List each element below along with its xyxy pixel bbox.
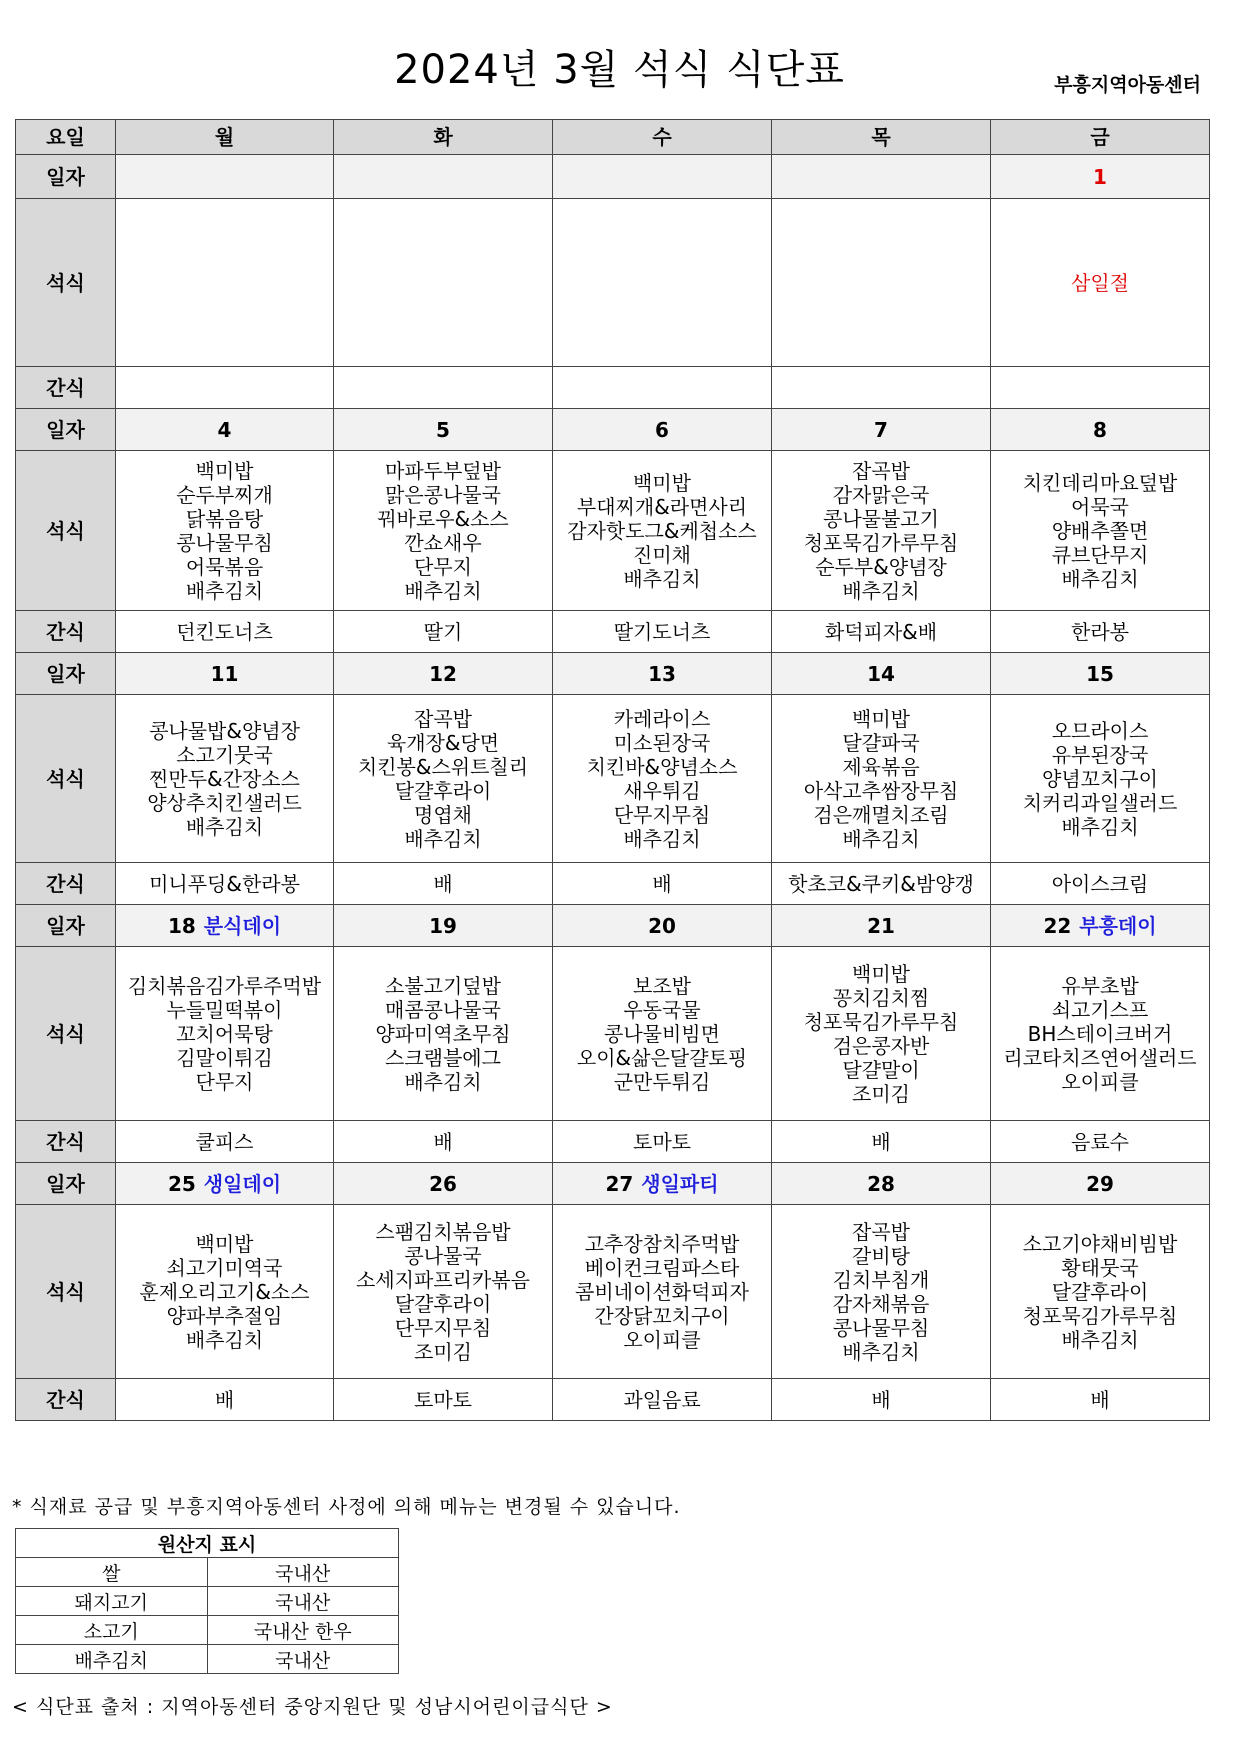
origin-item: 쌀	[16, 1558, 208, 1587]
menu-item: 달걀후라이	[394, 1291, 492, 1316]
dinner-cell-thu	[772, 1205, 991, 1379]
snack-cell-fri: 음료수	[991, 1121, 1210, 1163]
page-title: 2024년 3월 석식 식단표	[394, 47, 845, 93]
menu-item: 배추김치	[842, 1339, 920, 1364]
menu-item: 달걀말이	[842, 1057, 920, 1082]
date-number: 7	[874, 417, 888, 442]
date-label: 일자	[16, 905, 116, 947]
origin-item: 소고기	[16, 1616, 208, 1645]
snack-cell-wed	[553, 367, 772, 409]
menu-item: 배추김치	[185, 578, 264, 603]
menu-item: 양상추치킨샐러드	[147, 790, 302, 815]
date-number: 22	[1043, 913, 1072, 938]
snack-label: 간식	[16, 1379, 116, 1421]
date-number: 21	[867, 913, 895, 938]
menu-item: 콩나물밥&양념장	[149, 718, 300, 743]
menu-item: 소세지파프리카볶음	[356, 1267, 530, 1292]
snack-cell-tue: 배	[334, 863, 553, 905]
dinner-cell-fri	[991, 1205, 1210, 1379]
snack-cell-tue: 토마토	[334, 1379, 553, 1421]
menu-item: 치킨봉&스위트칠리	[357, 754, 529, 779]
snack-cell-thu: 배	[772, 1379, 991, 1421]
snack-cell-mon	[116, 367, 334, 409]
snack-cell-mon: 배	[116, 1379, 334, 1421]
menu-item: 청포묵김가루무침	[803, 1009, 959, 1034]
date-row	[16, 653, 1210, 695]
date-cell-fri	[991, 1163, 1210, 1205]
dinner-cell-tue	[334, 451, 553, 611]
date-cell-wed	[553, 1163, 772, 1205]
menu-item: 콤비네이션화덕피자	[575, 1279, 749, 1304]
menu-item: 배추김치	[185, 1327, 264, 1352]
menu-item: 배추김치	[623, 826, 701, 851]
dinner-label: 석식	[16, 1205, 116, 1379]
dinner-row	[16, 451, 1210, 611]
origin-value: 국내산 한우	[207, 1616, 399, 1645]
dinner-label: 석식	[16, 947, 116, 1121]
event-label: 부흥데이	[1079, 913, 1157, 938]
menu-item: 콩나물비빔면	[604, 1021, 720, 1046]
dinner-cell-wed	[553, 199, 772, 367]
date-row	[16, 1163, 1210, 1205]
origin-value: 국내산	[207, 1645, 399, 1674]
snack-cell-mon: 쿨피스	[116, 1121, 334, 1163]
menu-item: 백미밥	[633, 470, 691, 495]
date-cell-fri	[991, 409, 1210, 451]
date-cell-wed	[553, 409, 772, 451]
source-text: < 식단표 출처 : 지역아동센터 중앙지원단 및 성남시어린이급식단 >	[12, 1696, 613, 1718]
menu-item: 조미김	[852, 1081, 910, 1106]
origin-row	[16, 1616, 399, 1645]
date-cell-thu	[772, 409, 991, 451]
menu-item: 보조밥	[633, 973, 691, 998]
menu-item: BH스테이크버거	[1027, 1021, 1173, 1046]
date-number: 15	[1086, 661, 1114, 686]
menu-item: 꿔바로우&소스	[377, 506, 509, 531]
snack-cell-fri: 한라봉	[991, 611, 1210, 653]
menu-item: 오므라이스	[1051, 718, 1149, 743]
menu-item: 콩나물무침	[832, 1315, 930, 1340]
menu-item: 양배추쫄면	[1051, 518, 1149, 543]
menu-item: 김치부침개	[832, 1267, 930, 1292]
menu-item: 황태뭇국	[1061, 1255, 1139, 1280]
weekday-fri: 금	[991, 120, 1210, 155]
menu-item: 군만두튀김	[613, 1069, 711, 1094]
weekday-header-row	[16, 120, 1210, 155]
date-cell-tue	[334, 653, 553, 695]
menu-item: 콩나물국	[404, 1243, 482, 1268]
menu-item: 감자맑은국	[832, 482, 930, 507]
date-cell-tue	[334, 155, 553, 199]
menu-item: 달걀파국	[842, 730, 920, 755]
menu-item: 배추김치	[1061, 1327, 1139, 1352]
snack-cell-thu: 화덕피자&배	[772, 611, 991, 653]
menu-item: 큐브단무지	[1051, 542, 1149, 567]
menu-item: 단무지	[414, 554, 472, 579]
menu-item: 잡곡밥	[414, 706, 472, 731]
menu-item: 쇠고기스프	[1051, 997, 1149, 1022]
date-cell-thu	[772, 155, 991, 199]
menu-item: 리코타치즈연어샐러드	[1003, 1045, 1197, 1070]
weekday-wed: 수	[553, 120, 772, 155]
snack-cell-thu: 배	[772, 1121, 991, 1163]
menu-item: 소고기야채비빔밥	[1022, 1231, 1178, 1256]
menu-item: 소고기뭇국	[176, 742, 273, 767]
menu-item: 아삭고추쌈장무침	[803, 778, 959, 803]
menu-item: 오이피클	[1061, 1069, 1139, 1094]
dinner-cell-mon	[116, 695, 334, 863]
menu-item: 진미채	[633, 542, 691, 567]
date-label: 일자	[16, 155, 116, 199]
date-cell-mon	[116, 905, 334, 947]
menu-item: 감자채볶음	[832, 1291, 930, 1316]
dinner-row	[16, 1205, 1210, 1379]
menu-item: 간장닭꼬치구이	[594, 1303, 730, 1328]
snack-cell-fri: 배	[991, 1379, 1210, 1421]
origin-table	[15, 1528, 399, 1674]
dinner-cell-mon	[116, 451, 334, 611]
menu-item: 치킨바&양념소스	[586, 754, 738, 779]
dinner-cell-wed	[553, 947, 772, 1121]
menu-item: 오이&삶은달걀토핑	[576, 1045, 748, 1070]
menu-item: 양파부추절임	[166, 1303, 283, 1328]
snack-cell-mon: 던킨도너츠	[116, 611, 334, 653]
menu-item: 김치볶음김가루주먹밥	[127, 973, 322, 998]
dinner-cell-fri	[991, 451, 1210, 611]
dinner-cell-mon	[116, 1205, 334, 1379]
snack-row	[16, 367, 1210, 409]
date-number: 11	[210, 661, 239, 686]
origin-row	[16, 1558, 399, 1587]
menu-item: 부대찌개&라면사리	[576, 494, 748, 519]
date-cell-mon	[116, 1163, 334, 1205]
menu-item: 배추김치	[185, 814, 264, 839]
menu-item: 콩나물무침	[176, 530, 273, 555]
menu-item: 백미밥	[195, 458, 254, 483]
dinner-cell-wed	[553, 1205, 772, 1379]
date-number: 1	[1093, 164, 1107, 189]
menu-item: 새우튀김	[623, 778, 701, 803]
dinner-cell-thu	[772, 947, 991, 1121]
menu-item: 오이피클	[623, 1327, 701, 1352]
snack-row	[16, 863, 1210, 905]
date-number: 28	[867, 1171, 895, 1196]
dinner-cell-wed	[553, 451, 772, 611]
menu-item: 갈비탕	[852, 1243, 910, 1268]
menu-item: 육개장&당면	[386, 730, 500, 755]
snack-row	[16, 1379, 1210, 1421]
menu-item: 백미밥	[195, 1231, 254, 1256]
origin-item: 돼지고기	[16, 1587, 208, 1616]
menu-item: 청포묵김가루무침	[803, 530, 959, 555]
date-number: 6	[655, 417, 669, 442]
menu-item: 청포묵김가루무침	[1022, 1303, 1178, 1328]
dinner-label: 석식	[16, 451, 116, 611]
dinner-row	[16, 947, 1210, 1121]
date-number: 29	[1086, 1171, 1114, 1196]
snack-label: 간식	[16, 863, 116, 905]
snack-cell-thu	[772, 367, 991, 409]
date-cell-mon	[116, 653, 334, 695]
menu-item: 잡곡밥	[852, 458, 910, 483]
menu-item: 배추김치	[1061, 814, 1139, 839]
snack-cell-wed: 배	[553, 863, 772, 905]
dinner-cell-fri	[991, 199, 1210, 367]
dinner-cell-tue	[334, 199, 553, 367]
origin-title: 원산지 표시	[16, 1529, 399, 1558]
menu-item: 백미밥	[852, 706, 910, 731]
origin-row	[16, 1645, 399, 1674]
date-number: 27	[605, 1171, 634, 1196]
menu-item: 양파미역초무침	[375, 1021, 511, 1046]
date-cell-thu	[772, 905, 991, 947]
menu-item: 단무지무침	[394, 1315, 492, 1340]
origin-row	[16, 1587, 399, 1616]
menu-item: 배추김치	[842, 826, 920, 851]
menu-item: 깐쇼새우	[404, 530, 482, 555]
dinner-cell-thu	[772, 451, 991, 611]
date-row	[16, 155, 1210, 199]
menu-item: 단무지	[195, 1069, 254, 1094]
weekday-mon: 월	[116, 120, 334, 155]
event-label: 분식데이	[203, 913, 282, 938]
snack-cell-wed: 토마토	[553, 1121, 772, 1163]
date-label: 일자	[16, 1163, 116, 1205]
menu-item: 쇠고기미역국	[166, 1255, 283, 1280]
menu-item: 김말이튀김	[176, 1045, 273, 1070]
date-row	[16, 409, 1210, 451]
menu-item: 배추김치	[404, 1069, 482, 1094]
weekday-thu: 목	[772, 120, 991, 155]
dinner-cell-tue	[334, 947, 553, 1121]
snack-cell-wed: 딸기도너츠	[553, 611, 772, 653]
dinner-cell-tue	[334, 695, 553, 863]
date-cell-mon	[116, 155, 334, 199]
dinner-cell-thu	[772, 695, 991, 863]
dinner-cell-wed	[553, 695, 772, 863]
menu-item: 어묵볶음	[185, 554, 264, 579]
origin-value: 국내산	[207, 1587, 399, 1616]
snack-row	[16, 611, 1210, 653]
snack-cell-mon: 미니푸딩&한라봉	[116, 863, 334, 905]
center-name: 부흥지역아동센터	[1054, 74, 1201, 96]
weekday-label: 요일	[16, 120, 116, 155]
snack-cell-tue: 딸기	[334, 611, 553, 653]
dinner-cell-thu	[772, 199, 991, 367]
menu-item: 백미밥	[852, 961, 910, 986]
dinner-cell-mon	[116, 947, 334, 1121]
snack-cell-fri	[991, 367, 1210, 409]
menu-item: 치커리과일샐러드	[1022, 790, 1178, 815]
notice-text: * 식재료 공급 및 부흥지역아동센터 사정에 의해 메뉴는 변경될 수 있습니다.	[12, 1496, 681, 1518]
menu-item: 카레라이스	[613, 706, 711, 731]
menu-item: 달걀후라이	[1051, 1279, 1149, 1304]
menu-item: 소불고기덮밥	[385, 973, 501, 998]
date-cell-mon	[116, 409, 334, 451]
date-cell-tue	[334, 409, 553, 451]
snack-cell-fri: 아이스크림	[991, 863, 1210, 905]
menu-item: 매콤콩나물국	[385, 997, 501, 1022]
menu-item: 마파두부덮밥	[385, 458, 501, 483]
date-label: 일자	[16, 653, 116, 695]
menu-item: 베이컨크림파스타	[584, 1255, 740, 1280]
date-label: 일자	[16, 409, 116, 451]
snack-cell-thu: 핫초코&쿠키&밤양갱	[772, 863, 991, 905]
menu-item: 유부초밥	[1061, 973, 1139, 998]
date-number: 13	[648, 661, 676, 686]
date-cell-wed	[553, 905, 772, 947]
dinner-row	[16, 199, 1210, 367]
date-cell-fri	[991, 653, 1210, 695]
date-number: 20	[648, 913, 676, 938]
date-number: 8	[1093, 417, 1107, 442]
snack-row	[16, 1121, 1210, 1163]
menu-table	[15, 119, 1210, 1421]
menu-item: 어묵국	[1071, 494, 1129, 519]
menu-item: 단무지무침	[613, 802, 711, 827]
snack-cell-wed: 과일음료	[553, 1379, 772, 1421]
date-number: 12	[429, 661, 457, 686]
event-label: 생일데이	[203, 1171, 282, 1196]
menu-item: 배추김치	[1061, 566, 1139, 591]
date-number: 18	[167, 913, 196, 938]
weekday-tue: 화	[334, 120, 553, 155]
dinner-cell-fri	[991, 695, 1210, 863]
date-number: 19	[429, 913, 457, 938]
date-cell-wed	[553, 155, 772, 199]
date-number: 25	[167, 1171, 196, 1196]
menu-item: 맑은콩나물국	[385, 482, 501, 507]
menu-item: 닭볶음탕	[185, 506, 264, 531]
date-number: 14	[867, 661, 895, 686]
dinner-label: 석식	[16, 695, 116, 863]
menu-item: 순두부&양념장	[815, 554, 947, 579]
snack-cell-tue: 배	[334, 1121, 553, 1163]
origin-item: 배추김치	[16, 1645, 208, 1674]
dinner-cell-fri	[991, 947, 1210, 1121]
menu-item: 찐만두&간장소스	[149, 766, 300, 791]
snack-cell-tue	[334, 367, 553, 409]
snack-label: 간식	[16, 1121, 116, 1163]
date-cell-tue	[334, 1163, 553, 1205]
date-row	[16, 905, 1210, 947]
date-number: 26	[429, 1171, 457, 1196]
menu-item: 유부된장국	[1051, 742, 1149, 767]
menu-item: 제육볶음	[842, 754, 920, 779]
date-cell-fri	[991, 905, 1210, 947]
menu-item: 감자핫도그&케첩소스	[567, 518, 757, 543]
date-number: 4	[217, 417, 232, 442]
menu-item: 훈제오리고기&소스	[139, 1279, 310, 1304]
menu-item: 콩나물불고기	[823, 506, 939, 531]
menu-item: 배추김치	[404, 826, 482, 851]
menu-item: 누들밀떡볶이	[166, 997, 283, 1022]
menu-item: 스크램블에그	[385, 1045, 501, 1070]
menu-item: 달걀후라이	[394, 778, 492, 803]
snack-label: 간식	[16, 367, 116, 409]
menu-item: 검은콩자반	[832, 1033, 930, 1058]
menu-item: 검은깨멸치조림	[813, 802, 949, 827]
date-cell-fri	[991, 155, 1210, 199]
date-cell-tue	[334, 905, 553, 947]
date-cell-thu	[772, 653, 991, 695]
dinner-cell-tue	[334, 1205, 553, 1379]
date-number: 5	[436, 417, 450, 442]
dinner-label: 석식	[16, 199, 116, 367]
menu-item: 삼일절	[1071, 270, 1129, 295]
snack-label: 간식	[16, 611, 116, 653]
menu-item: 미소된장국	[613, 730, 711, 755]
dinner-cell-mon	[116, 199, 334, 367]
menu-item: 치킨데리마요덮밥	[1022, 470, 1178, 495]
menu-item: 꽁치김치찜	[832, 985, 930, 1010]
menu-item: 우동국물	[623, 997, 701, 1022]
menu-item: 꼬치어묵탕	[176, 1021, 273, 1046]
menu-item: 스팸김치볶음밥	[375, 1219, 511, 1244]
date-cell-thu	[772, 1163, 991, 1205]
event-label: 생일파티	[641, 1171, 719, 1196]
menu-item: 순두부찌개	[176, 482, 273, 507]
menu-item: 명엽채	[414, 802, 472, 827]
origin-value: 국내산	[207, 1558, 399, 1587]
menu-item: 배추김치	[623, 566, 701, 591]
menu-item: 양념꼬치구이	[1042, 766, 1158, 791]
menu-item: 조미김	[414, 1339, 472, 1364]
menu-item: 배추김치	[842, 578, 920, 603]
date-cell-wed	[553, 653, 772, 695]
menu-item: 잡곡밥	[852, 1219, 910, 1244]
menu-item: 배추김치	[404, 578, 482, 603]
dinner-row	[16, 695, 1210, 863]
menu-item: 고추장참치주먹밥	[584, 1231, 740, 1256]
